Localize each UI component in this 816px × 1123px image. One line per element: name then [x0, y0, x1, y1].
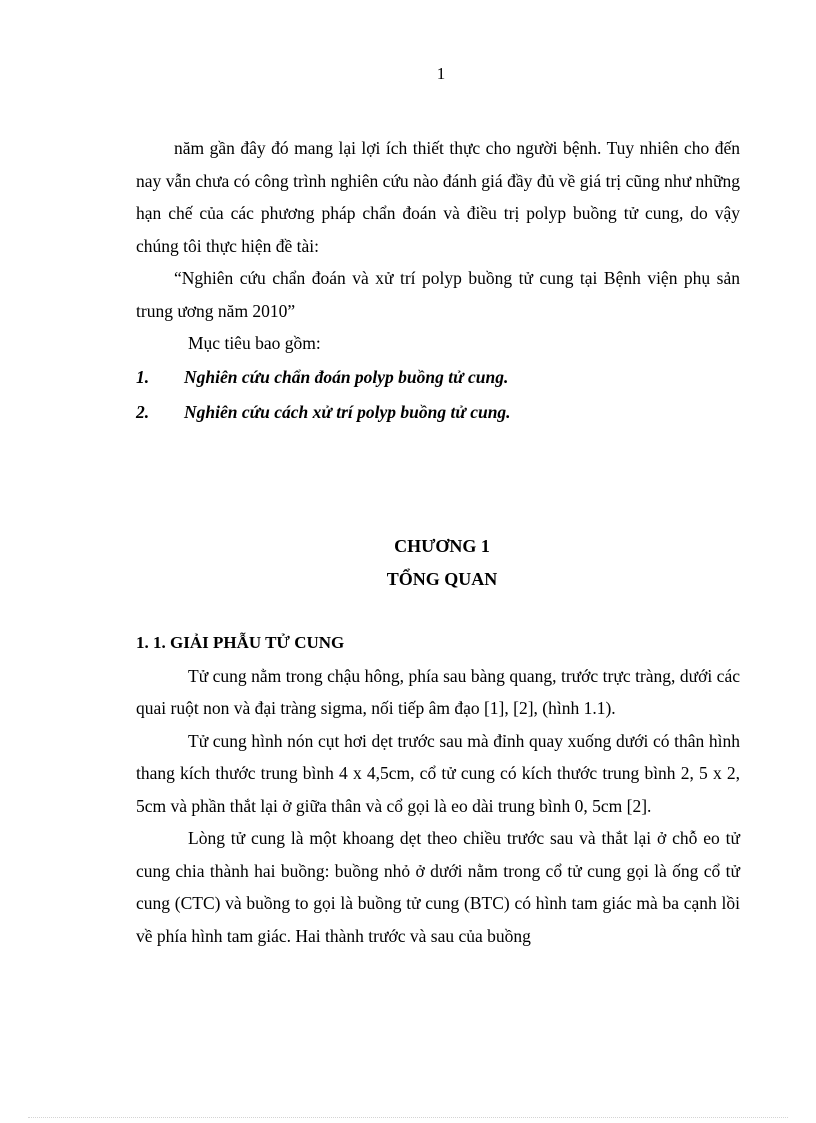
thesis-title-quote: “Nghiên cứu chẩn đoán và xử trí polyp buồng tử cung tại Bệnh viện phụ sản trung ương năm 2010”	[136, 268, 740, 321]
objectives-label: Mục tiêu bao gồm:	[188, 333, 321, 353]
objective-item	[136, 360, 740, 395]
chapter-number: CHƯƠNG 1	[394, 535, 490, 556]
section-paragraph: Lòng tử cung là một khoang dẹt theo chiều trước sau và thắt lại ở chỗ eo tử cung chia thành hai buồng: buồng nhỏ ở dưới nằm trong cổ tử cung gọi là ống cổ tử cung (CTC) và buồng to gọi là buồng tử cung (BTC) có hình tam giác mà ba cạnh lồi về phía hình tam giác. Hai thành trước và sau của buồng	[136, 828, 740, 946]
objective-text: Nghiên cứu chẩn đoán polyp buồng tử cung.	[184, 366, 509, 387]
section-heading: 1. 1. GIẢI PHẪU TỬ CUNG	[136, 632, 345, 652]
section-paragraph: Tử cung nằm trong chậu hông, phía sau bàng quang, trước trực tràng, dưới các quai ruột non và đại tràng sigma, nối tiếp âm đạo [1], [2], (hình 1.1).	[136, 665, 740, 718]
objective-number: 2.	[136, 401, 150, 422]
section-paragraph: Tử cung hình nón cụt hơi dẹt trước sau mà đỉnh quay xuống dưới có thân hình thang kích thước trung bình 4 x 4,5cm, cổ tử cung có kích thước trung bình 2, 5 x 2, 5cm và phần thắt lại ở giữa thân và cổ gọi là eo dài trung bình 0, 5cm [2].	[136, 730, 740, 816]
objective-text: Nghiên cứu cách xử trí polyp buồng tử cung.	[184, 401, 511, 422]
page-bottom-divider	[28, 1117, 788, 1118]
objective-number: 1.	[136, 366, 150, 387]
objective-item	[136, 395, 740, 430]
chapter-title: TỔNG QUAN	[386, 568, 498, 589]
intro-paragraph: năm gần đây đó mang lại lợi ích thiết thực cho người bệnh. Tuy nhiên cho đến nay vẫn chưa có công trình nghiên cứu nào đánh giá đầy đủ về giá trị cũng như những hạn chế của các phương pháp chẩn đoán và điều trị polyp buồng tử cung, do vậy chúng tôi thực hiện đề tài:	[136, 138, 740, 256]
document-body	[136, 132, 740, 952]
page-number: 1	[436, 64, 446, 83]
